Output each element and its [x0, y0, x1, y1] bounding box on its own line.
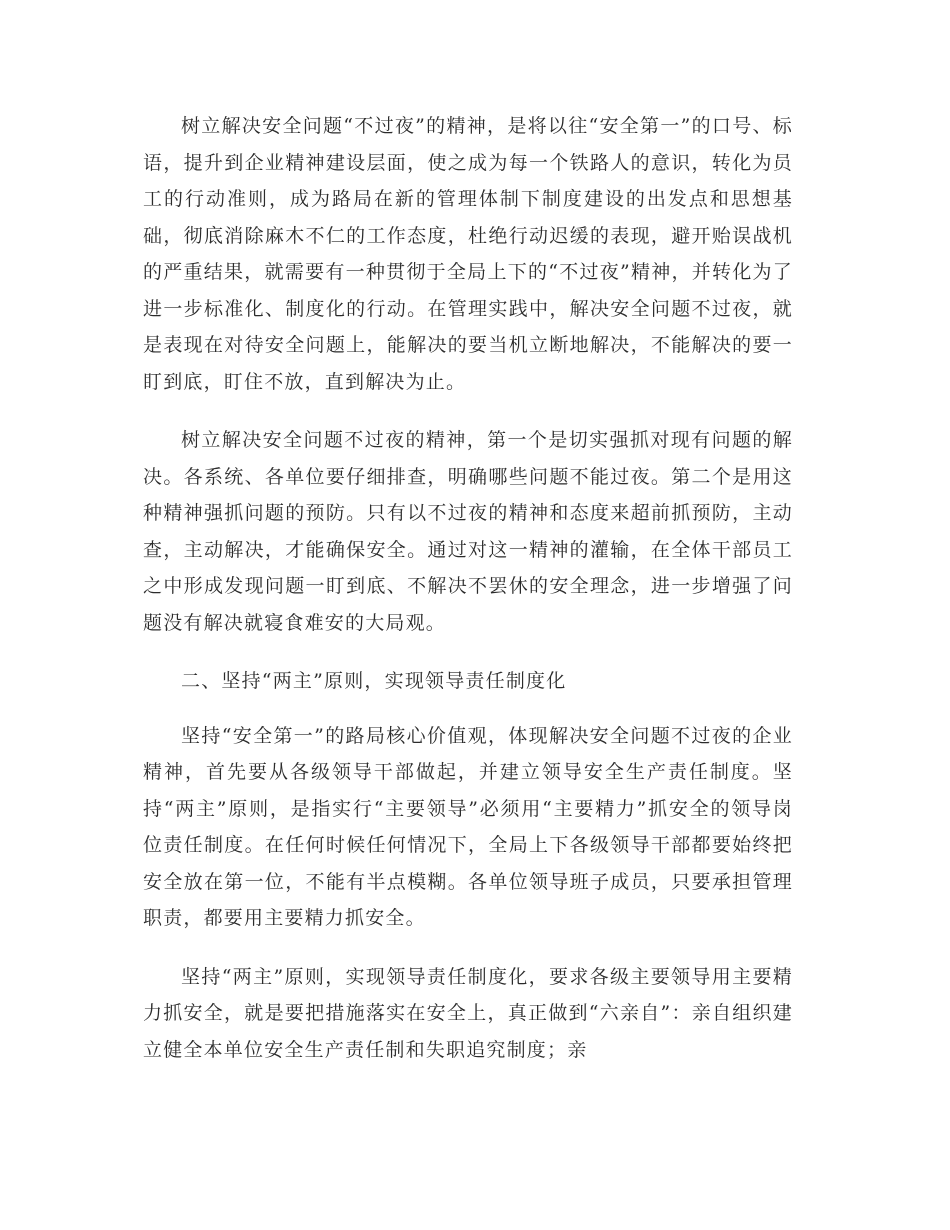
paragraph-2: 树立解决安全问题不过夜的精神，第一个是切实强抓对现有问题的解决。各系统、各单位要仔细排查，明确哪些问题不能过夜。第二个是用这种精神强抓问题的预防。只有以不过夜的精神和态度来超前抓预防，主动查，主动解决，才能确保安全。通过对这一精神的灌输，在全体干部员工之中形成发现问题一盯到底、不解决不罢休的安全理念，进一步增强了问题没有解决就寝食难安的大局观。 [143, 429, 793, 634]
section-heading: 二、坚持“两主”原则，实现领导责任制度化 [181, 670, 567, 692]
paragraph-4: 坚持“两主”原则，实现领导责任制度化，要求各级主要领导用主要精力抓安全，就是要把措施落实在安全上，真正做到“六亲自”：亲自组织建立健全本单位安全生产责任制和失职追究制度；亲 [143, 965, 793, 1061]
paragraph-1: 树立解决安全问题“不过夜”的精神，是将以往“安全第一”的口号、标语，提升到企业精神建设层面，使之成为每一个铁路人的意识，转化为员工的行动准则，成为路局在新的管理体制下制度建设的出发点和思想基础，彻底消除麻木不仁的工作态度，杜绝行动迟缓的表现，避开贻误战机的严重结果，就需要有一种贯彻于全局上下的“不过夜”精神，并转化为了进一步标准化、制度化的行动。在管理实践中，解决安全问题不过夜，就是表现在对待安全问题上，能解决的要当机立断地解决，不能解决的要一盯到底，盯住不放，直到解决为止。 [143, 115, 793, 393]
document-body [143, 108, 793, 1090]
paragraph-3: 坚持“安全第一”的路局核心价值观，体现解决安全问题不过夜的企业精神，首先要从各级领导干部做起，并建立领导安全生产责任制度。坚持“两主”原则，是指实行“主要领导”必须用“主要精力”抓安全的领导岗位责任制度。在任何时候任何情况下，全局上下各级领导干部都要始终把安全放在第一位，不能有半点模糊。各单位领导班子成员，只要承担管理职责，都要用主要精力抓安全。 [143, 724, 793, 929]
